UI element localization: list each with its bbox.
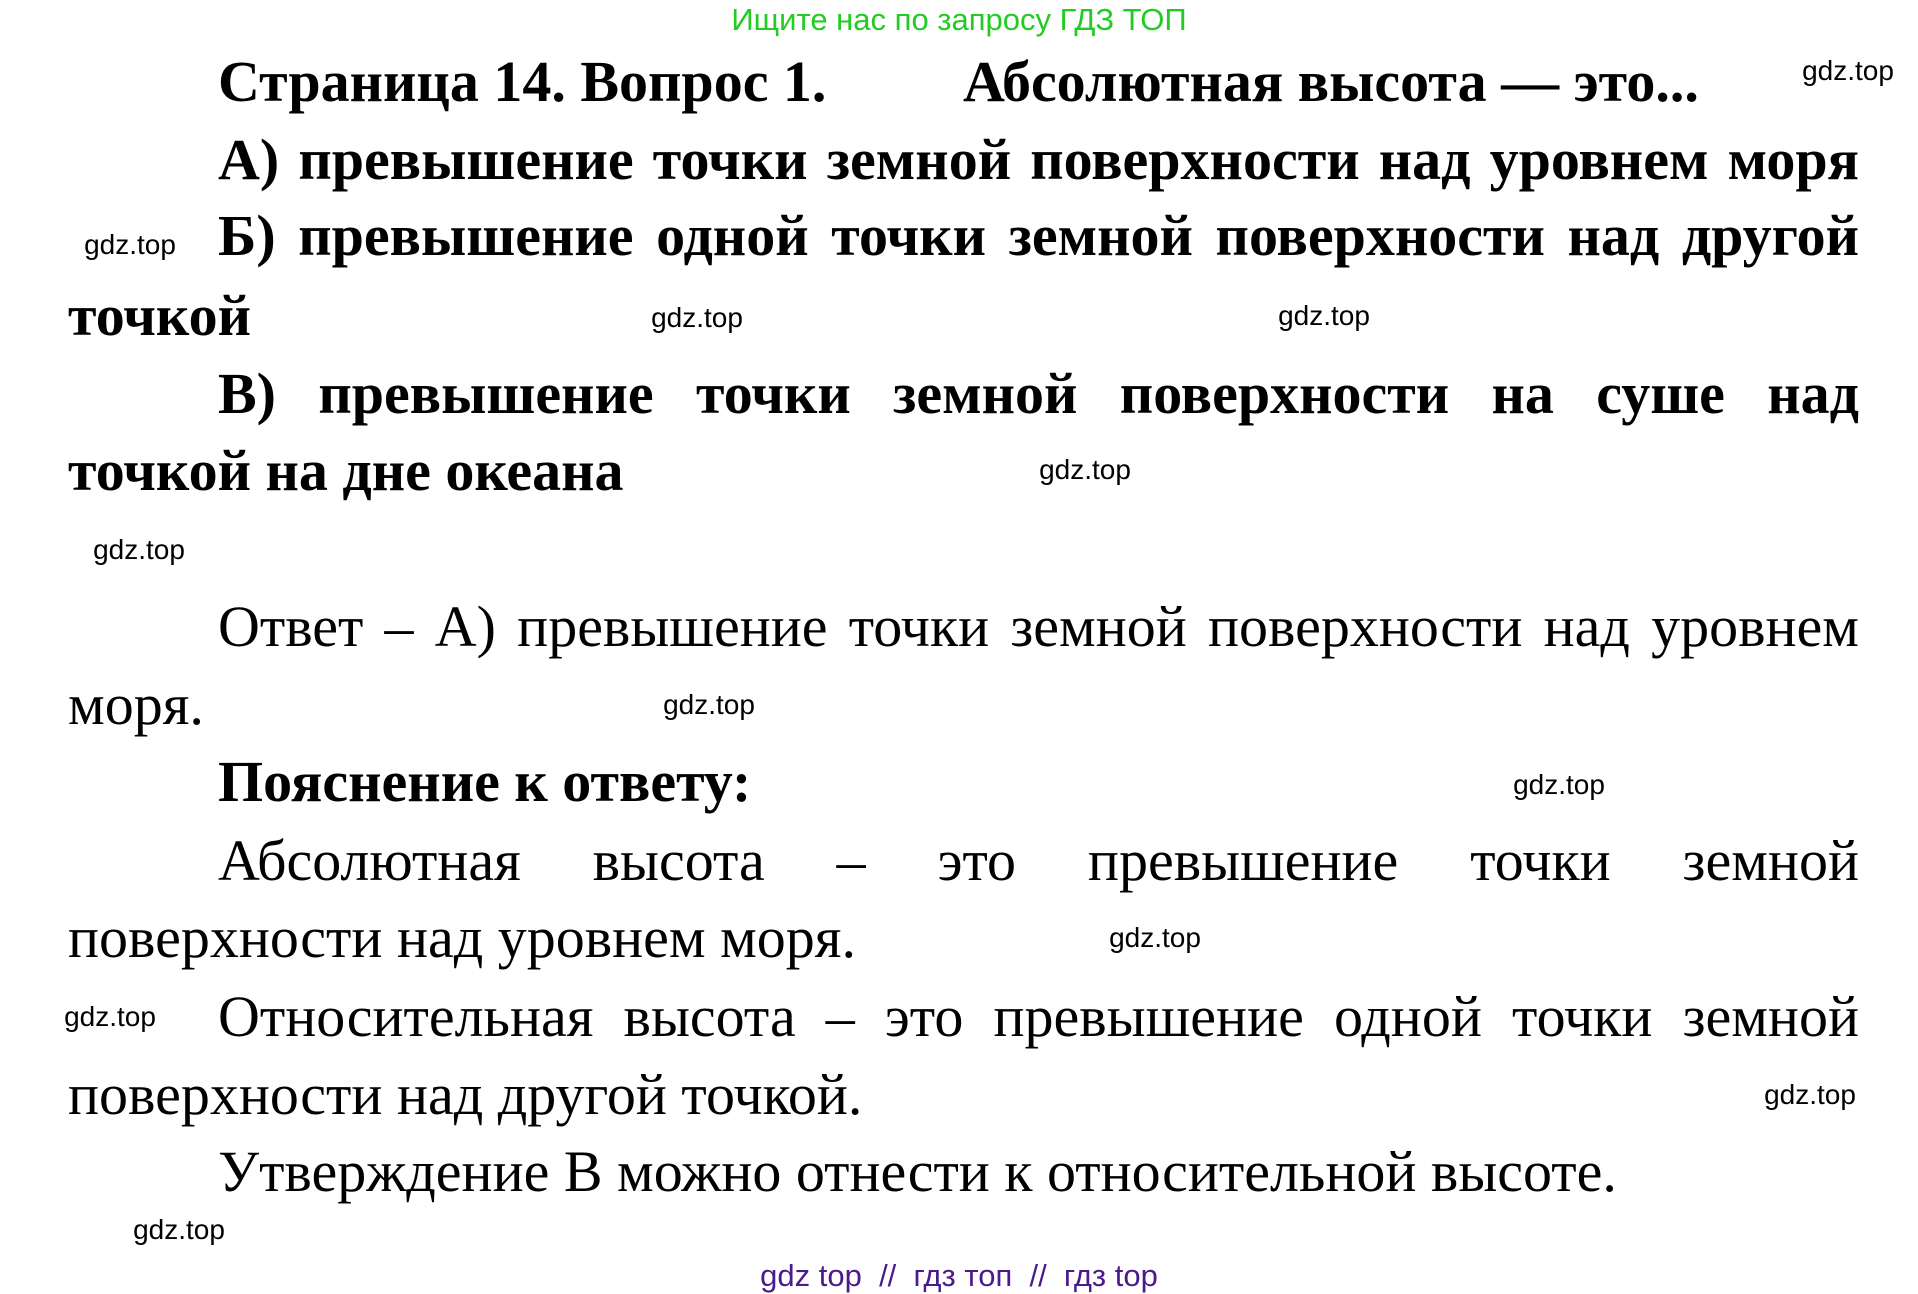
search-hint: Ищите нас по запросу ГДЗ ТОП [731, 2, 1187, 37]
watermark: gdz.top [1764, 1079, 1856, 1110]
explanation-p3: Утверждение В можно отнести к относительной высоте. [218, 1139, 1617, 1204]
watermark: gdz.top [84, 229, 176, 260]
watermark: gdz.top [1802, 55, 1894, 86]
watermark: gdz.top [64, 1001, 156, 1032]
option-b-line2: точкой [68, 283, 252, 348]
watermark: gdz.top [1278, 300, 1370, 331]
watermark: gdz.top [663, 689, 755, 720]
answer-line2: моря. [68, 672, 204, 737]
explanation-heading: Пояснение к ответу: [218, 749, 752, 814]
explanation-p1-line2: поверхности над уровнем моря. [68, 905, 856, 970]
answer-line1: Ответ – А) превышение точки земной поверхности над уровнем [218, 594, 1859, 659]
option-c-line2: точкой на дне океана [68, 438, 624, 503]
watermark: gdz.top [651, 302, 743, 333]
watermark: gdz.top [1039, 454, 1131, 485]
option-a: А) превышение точки земной поверхности над уровнем моря [218, 127, 1859, 192]
explanation-p2-line2: поверхности над другой точкой. [68, 1062, 863, 1127]
option-c-line1: В) превышение точки земной поверхности на суше над [218, 361, 1859, 426]
question-text: Абсолютная высота — это... [963, 49, 1699, 114]
watermark: gdz.top [133, 1214, 225, 1245]
question-label: Страница 14. Вопрос 1. [218, 49, 827, 114]
option-b-line1: Б) превышение одной точки земной поверхности над другой [218, 203, 1859, 268]
watermark: gdz.top [1109, 922, 1201, 953]
watermark: gdz.top [1513, 769, 1605, 800]
watermark: gdz.top [93, 534, 185, 565]
explanation-p1-line1: Абсолютная высота – это превышение точки земной [218, 828, 1859, 893]
footer-links: gdz top // гдз топ // гдз top [760, 1258, 1158, 1293]
explanation-p2-line1: Относительная высота – это превышение одной точки земной [218, 984, 1859, 1049]
